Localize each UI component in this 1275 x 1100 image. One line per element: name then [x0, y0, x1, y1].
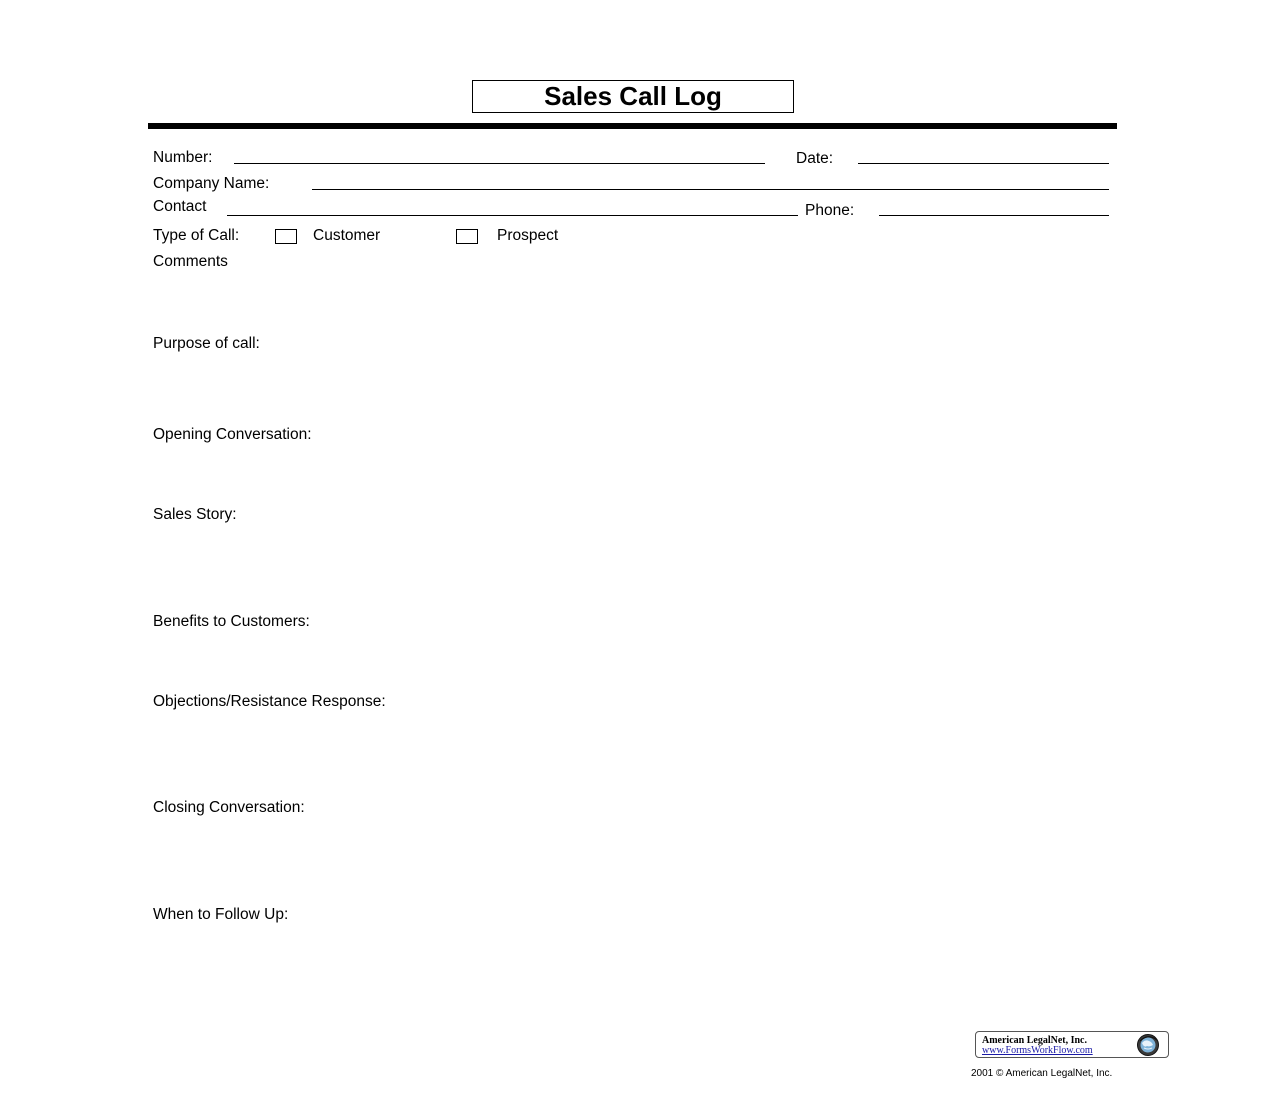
comments-label: Comments [153, 253, 228, 270]
phone-field[interactable] [879, 215, 1109, 216]
contact-field[interactable] [227, 215, 798, 216]
prospect-label: Prospect [497, 227, 559, 244]
customer-label: Customer [313, 227, 381, 244]
prospect-checkbox[interactable] [456, 229, 478, 244]
date-field[interactable] [858, 163, 1109, 164]
company-name-label: Company Name: [153, 175, 270, 192]
company-name-field[interactable] [312, 189, 1109, 190]
title-divider [148, 123, 1117, 129]
customer-checkbox[interactable] [275, 229, 297, 244]
type-of-call-label: Type of Call: [153, 227, 240, 244]
purpose-of-call-label: Purpose of call: [153, 335, 260, 352]
number-field[interactable] [234, 163, 765, 164]
number-label: Number: [153, 149, 213, 166]
follow-up-label: When to Follow Up: [153, 906, 289, 923]
objections-response-label: Objections/Resistance Response: [153, 693, 386, 710]
contact-label: Contact [153, 198, 207, 215]
date-label: Date: [796, 150, 834, 167]
closing-conversation-label: Closing Conversation: [153, 799, 305, 816]
phone-label: Phone: [805, 202, 855, 219]
publisher-logo[interactable] [975, 1031, 1169, 1058]
globe-icon [1131, 1033, 1165, 1057]
sales-story-label: Sales Story: [153, 506, 237, 523]
logo-company-name: American LegalNet, Inc. [982, 1035, 1087, 1046]
logo-website-link[interactable]: www.FormsWorkFlow.com [982, 1045, 1093, 1056]
copyright-notice: 2001 © American LegalNet, Inc. [971, 1068, 1113, 1079]
benefits-to-customers-label: Benefits to Customers: [153, 613, 310, 630]
form-title: Sales Call Log [472, 80, 794, 113]
opening-conversation-label: Opening Conversation: [153, 426, 312, 443]
